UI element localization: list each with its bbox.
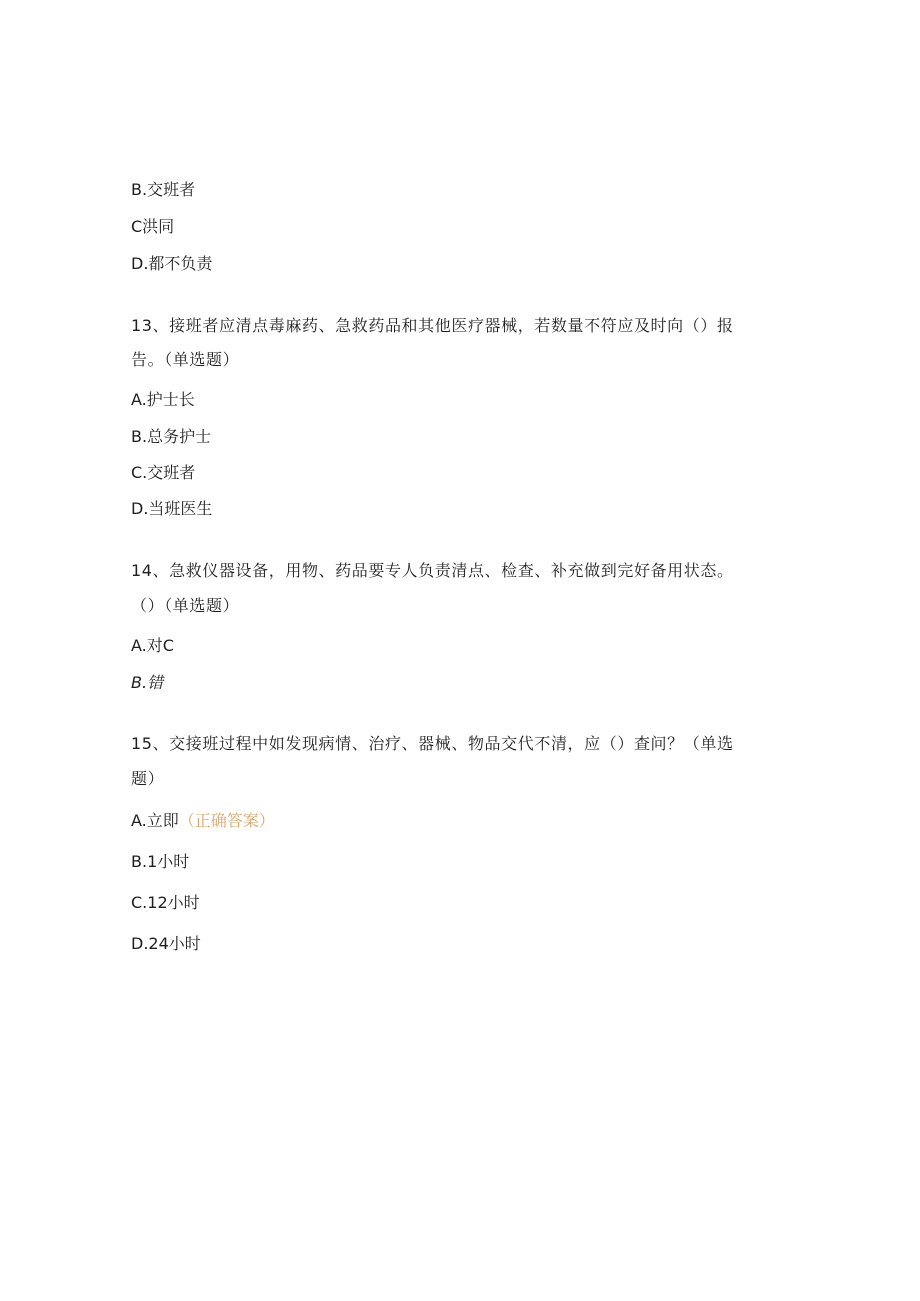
q14-stem-line1: 14、急救仪器设备，用物、药品要专人负责清点、检查、补充做到完好备用状态。 xyxy=(131,561,734,580)
q13-option-c: C.交班者 xyxy=(131,463,196,482)
correct-answer-tag: （正确答案） xyxy=(178,811,275,830)
q15-stem-line2: 题） xyxy=(131,769,165,788)
q13-stem-line2: 告。（单选题） xyxy=(131,350,240,369)
q15-stem-line1: 15、交接班过程中如发现病情、治疗、器械、物品交代不清，应（）查问？（单选 xyxy=(131,734,734,753)
q14-stem-line2: （）（单选题） xyxy=(131,596,240,615)
q13-option-a: A.护士长 xyxy=(131,390,195,409)
q15-option-a xyxy=(131,811,275,831)
q14-option-b: B.错 xyxy=(131,673,164,692)
q13-option-b: B.总务护士 xyxy=(131,427,212,446)
q15-option-c: C.12小时 xyxy=(131,893,200,912)
q12-option-b: B.交班者 xyxy=(131,180,196,199)
q12-option-c: C洪同 xyxy=(131,217,175,236)
q13-stem-line1: 13、接班者应清点毒麻药、急救药品和其他医疗器械，若数量不符应及时向（）报 xyxy=(131,316,734,335)
q12-option-d: D.都不负责 xyxy=(131,254,213,273)
q15-option-d: D.24小时 xyxy=(131,934,201,953)
q15-option-a-text: A.立即 xyxy=(131,811,179,830)
q14-option-a: A.对C xyxy=(131,636,174,655)
q15-option-b: B.1小时 xyxy=(131,852,190,871)
q13-option-d: D.当班医生 xyxy=(131,499,213,518)
